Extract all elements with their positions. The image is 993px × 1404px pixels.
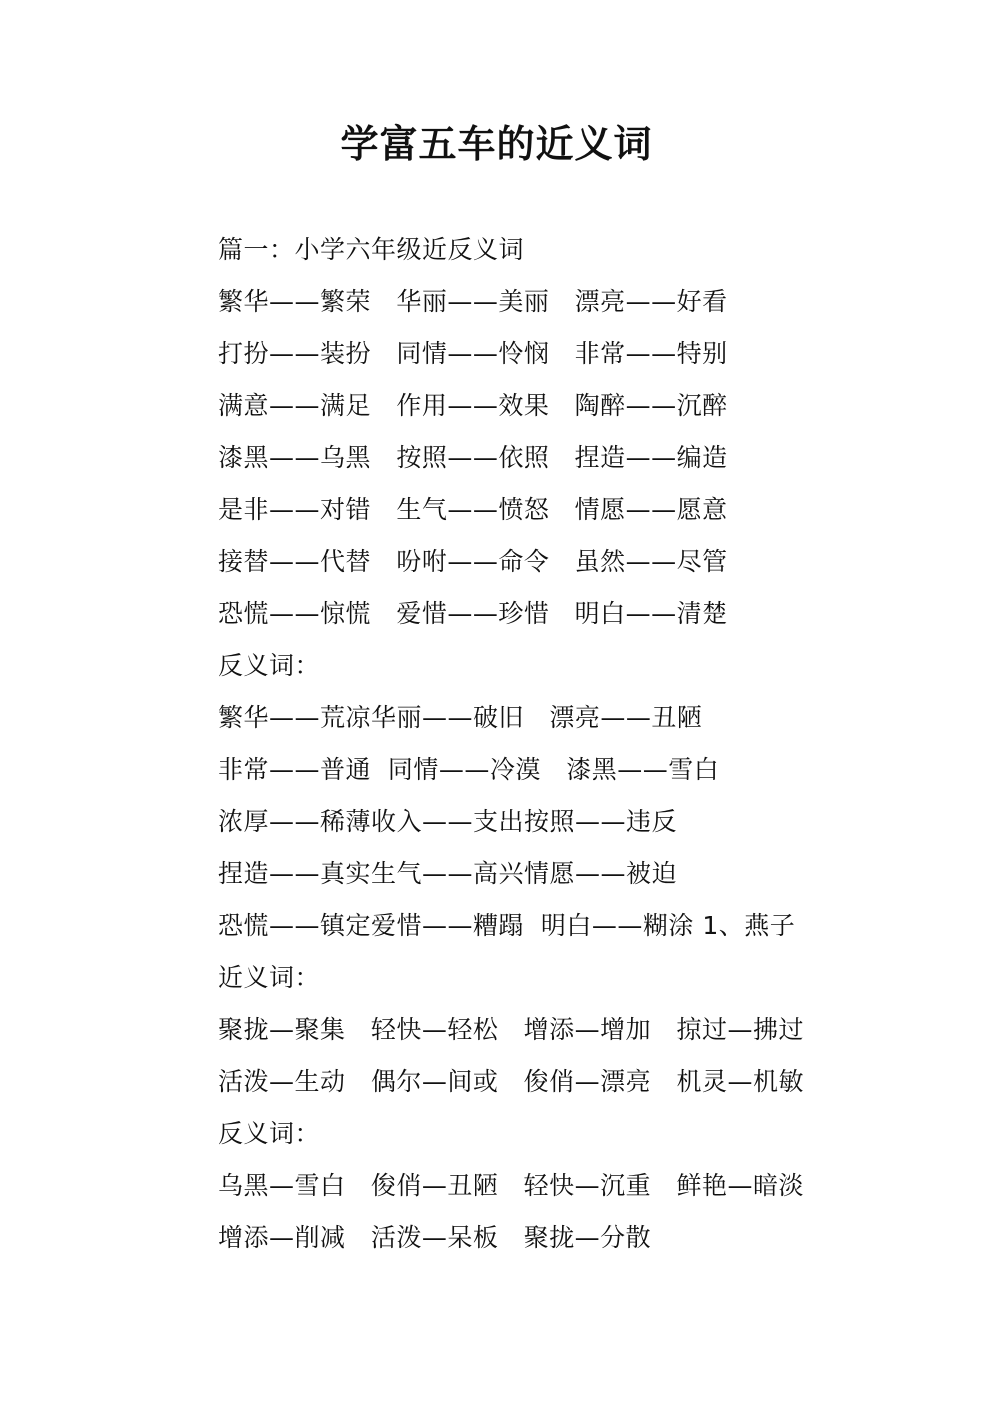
synonym-line: 恐慌——惊慌 爱惜——珍惜 明白——清楚	[218, 599, 728, 628]
synonym-line: 繁华——繁荣 华丽——美丽 漂亮——好看	[218, 287, 728, 316]
document-title: 学富五车的近义词	[340, 122, 653, 166]
antonym-line: 非常——普通 同情——冷漠 漆黑——雪白	[218, 755, 720, 784]
synonym-line: 是非——对错 生气——愤怒 情愿——愿意	[218, 495, 728, 524]
antonym-heading: 反义词：	[218, 651, 321, 680]
antonym-line: 乌黑—雪白 俊俏—丑陋 轻快—沉重 鲜艳—暗淡	[218, 1171, 805, 1200]
antonym-heading: 反义词：	[218, 1119, 321, 1148]
synonym-line: 漆黑——乌黑 按照——依照 捏造——编造	[218, 443, 728, 472]
synonym-line: 活泼—生动 偶尔—间或 俊俏—漂亮 机灵—机敏	[218, 1067, 805, 1096]
section-heading: 篇一：小学六年级近反义词	[218, 235, 525, 264]
synonym-line: 打扮——装扮 同情——怜悯 非常——特别	[218, 339, 728, 368]
synonym-line: 聚拢—聚集 轻快—轻松 增添—增加 掠过—拂过	[218, 1015, 805, 1044]
antonym-line: 增添—削减 活泼—呆板 聚拢—分散	[218, 1223, 652, 1252]
antonym-line: 捏造——真实生气——高兴情愿——被迫	[218, 859, 678, 888]
antonym-line: 繁华——荒凉华丽——破旧 漂亮——丑陋	[218, 703, 703, 732]
antonym-line: 浓厚——稀薄收入——支出按照——违反	[218, 807, 678, 836]
synonym-line: 接替——代替 吩咐——命令 虽然——尽管	[218, 547, 728, 576]
document-body	[218, 224, 918, 1264]
antonym-line: 恐慌——镇定爱惜——糟蹋 明白——糊涂 1、燕子	[218, 911, 796, 940]
synonym-heading: 近义词：	[218, 963, 321, 992]
synonym-line: 满意——满足 作用——效果 陶醉——沉醉	[218, 391, 728, 420]
